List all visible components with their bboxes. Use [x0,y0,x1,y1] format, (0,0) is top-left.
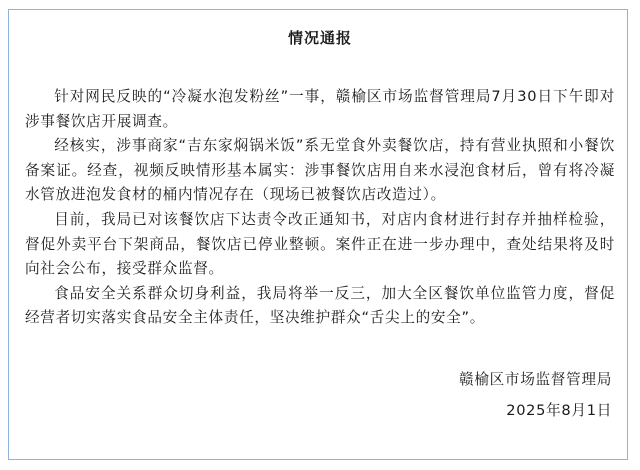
signature-organization: 赣榆区市场监督管理局 [459,371,612,388]
paragraph-3: 目前，我局已对该餐饮店下达责令改正通知书，对店内食材进行封存并抽样检验，督促外卖平台下架商品，餐饮店已停业整顿。案件正在进一步办理中，查处结果将及时向社会公布，接受群众监督。 [25,210,615,278]
paragraph-2: 经核实，涉事商家“吉东家焖锅米饭”系无堂食外卖餐饮店，持有营业执照和小餐饮备案证。经查，视频反映情形基本属实：涉事餐饮店用自来水浸泡食材后，曾有将冷凝水管放进泡发食材的桶内情况存在（现场已被餐饮店改造过）。 [25,137,615,204]
signature-date: 2025年8月1日 [506,402,612,419]
document-title: 情况通报 [287,29,352,47]
paragraph-1: 针对网民反映的“冷凝水泡发粉丝”一事，赣榆区市场监督管理局7月30日下午即对涉事餐饮店开展调查。 [25,88,615,130]
paragraph-4: 食品安全关系群众切身利益，我局将举一反三，加大全区餐饮单位监管力度，督促经营者切实落实食品安全主体责任，坚决维护群众“舌尖上的安全”。 [25,284,615,327]
document-body [25,85,615,331]
